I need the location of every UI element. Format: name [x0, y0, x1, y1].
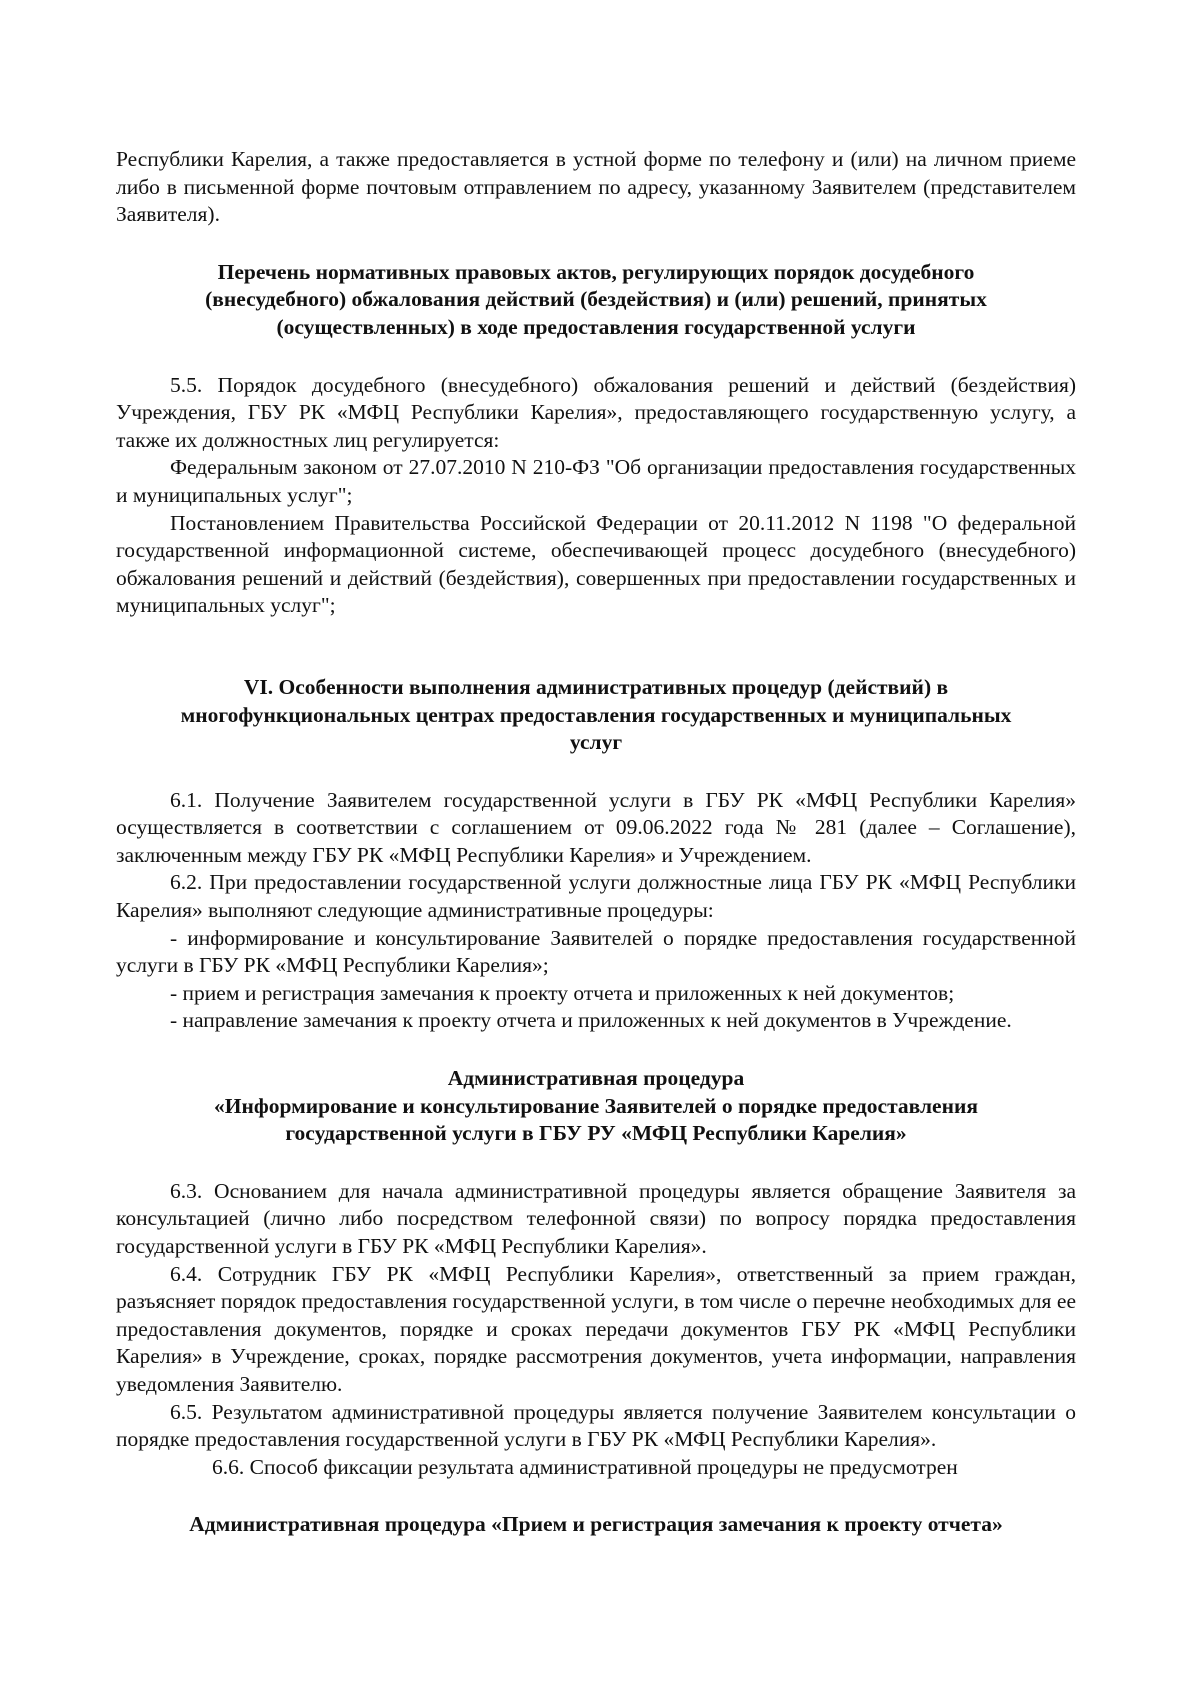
heading-procedure-registration: Административная процедура «Прием и регистрация замечания к проекту отчета» — [189, 1512, 1003, 1537]
heading-procedure-informing — [116, 1065, 1076, 1148]
heading-line: Перечень нормативных правовых актов, регулирующих порядок досудебного — [217, 259, 975, 284]
paragraph-6-1: 6.1. Получение Заявителем государственной услуги в ГБУ РК «МФЦ Республики Карелия» осуществляется в соответствии с соглашением от 09.06.2022 года № 281 (далее – Соглашение), заключенным между ГБУ РК «МФЦ Республики Карелия» и Учреждением. — [116, 787, 1076, 867]
list-item: - прием и регистрация замечания к проекту отчета и приложенных к ней документов; — [170, 980, 955, 1005]
paragraph-6-2: 6.2. При предоставлении государственной услуги должностные лица ГБУ РК «МФЦ Республики Карелия» выполняют следующие административные процедуры: — [116, 870, 1076, 923]
law-reference-1198: Постановлением Правительства Российской Федерации от 20.11.2012 N 1198 "О федеральной государственной информационной системе, обеспечивающей процесс досудебного (внесудебного) обжалования решений и действий (бездействия), совершенных при предоставлении государственных и муниципальных услуг"; — [116, 510, 1076, 618]
heading-line: (осуществленных) в ходе предоставления государственной услуги — [276, 314, 916, 339]
paragraph-6-4: 6.4. Сотрудник ГБУ РК «МФЦ Республики Карелия», ответственный за прием граждан, разъясняет порядок предоставления государственной услуги, в том числе о перечне необходимых для ее предоставления документов, порядке и сроках передачи документов ГБУ РК «МФЦ Республики Карелия» в Учреждение, сроках, порядке рассмотрения документов, учета информации, направления уведомления Заявителю. — [116, 1261, 1076, 1396]
paragraph-5-5: 5.5. Порядок досудебного (внесудебного) обжалования решений и действий (бездействия) Учреждения, ГБУ РК «МФЦ Республики Карелия», предоставляющего государственную услугу, а также их должностных лиц регулируется: — [116, 372, 1076, 452]
heading-section-vi — [116, 674, 1076, 757]
law-reference-210-fz: Федеральным законом от 27.07.2010 N 210-ФЗ "Об организации предоставления государственных и муниципальных услуг"; — [116, 455, 1076, 507]
heading-line: (внесудебного) обжалования действий (бездействия) и (или) решений, принятых — [205, 287, 987, 312]
heading-line: VI. Особенности выполнения административных процедур (действий) в — [243, 674, 949, 699]
heading-appeal-acts — [116, 259, 1076, 342]
document-page — [116, 146, 1076, 1539]
paragraph-6-3: 6.3. Основанием для начала административной процедуры является обращение Заявителя за консультацией (лично либо посредством телефонной связи) по вопросу порядка предоставления государственной услуги в ГБУ РК «МФЦ Республики Карелия». — [116, 1178, 1076, 1258]
heading-line: Административная процедура — [447, 1066, 745, 1091]
paragraph-6-5: 6.5. Результатом административной процедуры является получение Заявителем консультации о порядке предоставления государственной услуги в ГБУ РК «МФЦ Республики Карелия». — [116, 1399, 1076, 1452]
heading-line: многофункциональных центрах предоставления государственных и муниципальных — [180, 702, 1012, 727]
paragraph-6-6: 6.6. Способ фиксации результата административной процедуры не предусмотрен — [212, 1454, 958, 1479]
heading-line: государственной услуги в ГБУ РУ «МФЦ Республики Карелия» — [285, 1121, 907, 1146]
list-item: - направление замечания к проекту отчета и приложенных к ней документов в Учреждение. — [170, 1008, 1012, 1033]
heading-line: услуг — [569, 730, 623, 755]
heading-line: «Информирование и консультирование Заявителей о порядке предоставления — [213, 1093, 979, 1118]
list-item: - информирование и консультирование Заявителей о порядке предоставления государственной услуги в ГБУ РК «МФЦ Республики Карелия»; — [116, 925, 1076, 978]
intro-paragraph: Республики Карелия, а также предоставляется в устной форме по телефону и (или) на личном приеме либо в письменной форме почтовым отправлением по адресу, указанному Заявителем (представителем Заявителя). — [116, 147, 1076, 227]
